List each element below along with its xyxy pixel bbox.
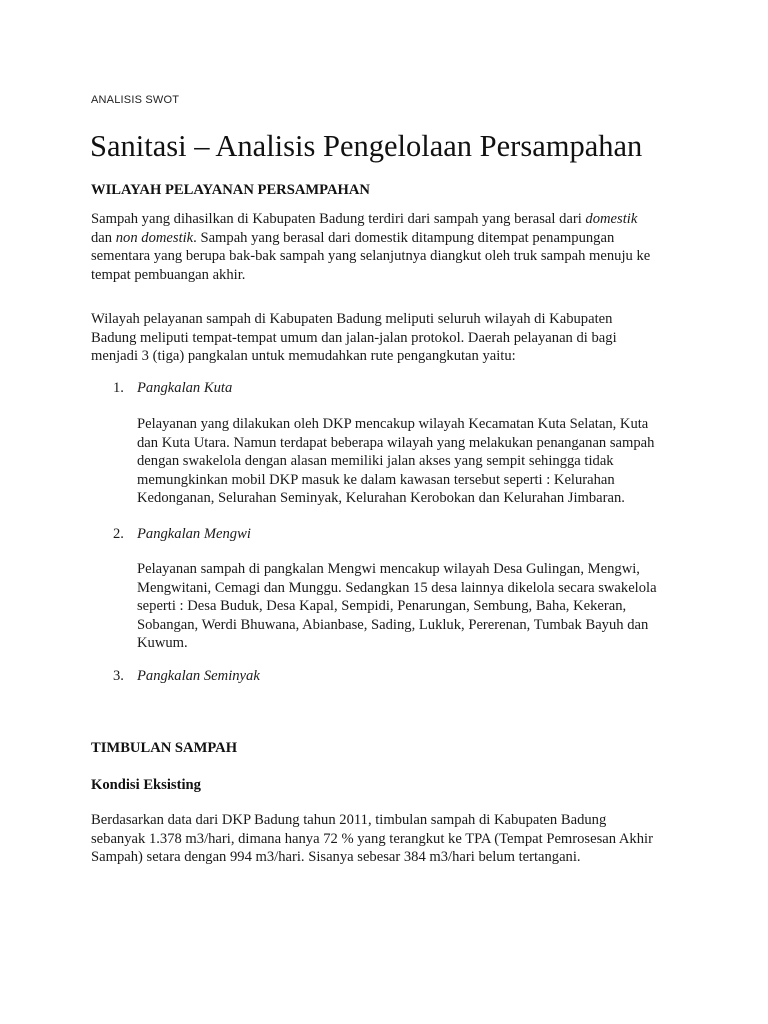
paragraph-line: [91, 210, 650, 229]
list-item-title-kuta: Pangkalan Kuta: [137, 380, 233, 396]
paragraph-line: Wilayah pelayanan sampah di Kabupaten Badung meliputi seluruh wilayah di Kabupaten: [91, 311, 613, 327]
section-heading-wilayah: WILAYAH PELAYANAN PERSAMPAHAN: [91, 182, 370, 198]
emphasis-non-domestik: non domestik: [115, 229, 194, 246]
paragraph-line: menjadi 3 (tiga) pangkalan untuk memudahkan rute pengangkutan yaitu:: [91, 348, 516, 364]
text-span: . Sampah yang berasal dari domestik ditampung ditempat penampungan: [193, 229, 615, 246]
paragraph-line: Pelayanan yang dilakukan oleh DKP mencakup wilayah Kecamatan Kuta Selatan, Kuta: [137, 416, 649, 432]
paragraph-line: tempat pembuangan akhir.: [91, 266, 246, 283]
paragraph-wilayah-pelayanan: [91, 310, 617, 366]
document-title: Sanitasi – Analisis Pengelolaan Persampahan: [90, 129, 643, 163]
list-number: 3.: [113, 668, 124, 684]
paragraph-line: Sobangan, Werdi Bhuwana, Abianbase, Sading, Lukluk, Pererenan, Tumbak Bayuh dan: [137, 616, 649, 633]
paragraph-line: memungkinkan mobil DKP masuk ke dalam kawasan tersebut seperti : Kelurahan: [137, 471, 615, 488]
paragraph-line: dan Kuta Utara. Namun terdapat beberapa wilayah yang melakukan penanganan sampah: [137, 434, 655, 451]
paragraph-line: Sampah) setara dengan 994 m3/hari. Sisanya sebesar 384 m3/hari belum tertangani.: [91, 849, 581, 865]
paragraph-line: Kedonganan, Selurahan Seminyak, Kelurahan Kerobokan dan Kelurahan Jimbaran.: [137, 490, 625, 506]
list-item-title-mengwi: Pangkalan Mengwi: [137, 526, 251, 542]
list-item-body-mengwi: [137, 560, 657, 653]
header-label: ANALISIS SWOT: [91, 94, 180, 106]
text-span: dan: [91, 229, 116, 246]
list-item-body-kuta: [137, 415, 654, 508]
paragraph-line: sementara yang berupa bak-bak sampah yang selanjutnya diangkut oleh truk sampah menuju ke: [91, 248, 651, 264]
list-number: 2.: [113, 526, 124, 542]
section-heading-timbulan: TIMBULAN SAMPAH: [91, 740, 238, 756]
paragraph-line: dengan swakelola dengan alasan memiliki jalan akses yang sempit sehingga tidak: [137, 453, 614, 469]
paragraph-sampah-domestik: [91, 210, 650, 284]
paragraph-timbulan: [91, 811, 653, 867]
list-item-title-seminyak: Pangkalan Seminyak: [137, 668, 260, 684]
paragraph-line: [91, 229, 650, 248]
list-number: 1.: [113, 380, 124, 396]
paragraph-line: Kuwum.: [137, 635, 188, 651]
paragraph-line: Pelayanan sampah di pangkalan Mengwi mencakup wilayah Desa Gulingan, Mengwi,: [137, 561, 640, 577]
paragraph-line: seperti : Desa Buduk, Desa Kapal, Sempidi, Penarungan, Sembung, Baha, Kekeran,: [137, 598, 627, 614]
subheading-kondisi-eksisting: Kondisi Eksisting: [91, 777, 201, 793]
text-span: Sampah yang dihasilkan di Kabupaten Badung terdiri dari sampah yang berasal dari: [91, 211, 586, 227]
paragraph-line: Berdasarkan data dari DKP Badung tahun 2011, timbulan sampah di Kabupaten Badung: [91, 812, 607, 828]
paragraph-line: Mengwitani, Cemagi dan Munggu. Sedangkan 15 desa lainnya dikelola secara swakelola: [137, 579, 657, 596]
emphasis-domestik: domestik: [585, 211, 638, 227]
paragraph-line: Badung meliputi tempat-tempat umum dan jalan-jalan protokol. Daerah pelayanan di bagi: [91, 329, 617, 346]
paragraph-line: sebanyak 1.378 m3/hari, dimana hanya 72 % yang terangkut ke TPA (Tempat Pemrosesan Akhir: [91, 830, 653, 847]
